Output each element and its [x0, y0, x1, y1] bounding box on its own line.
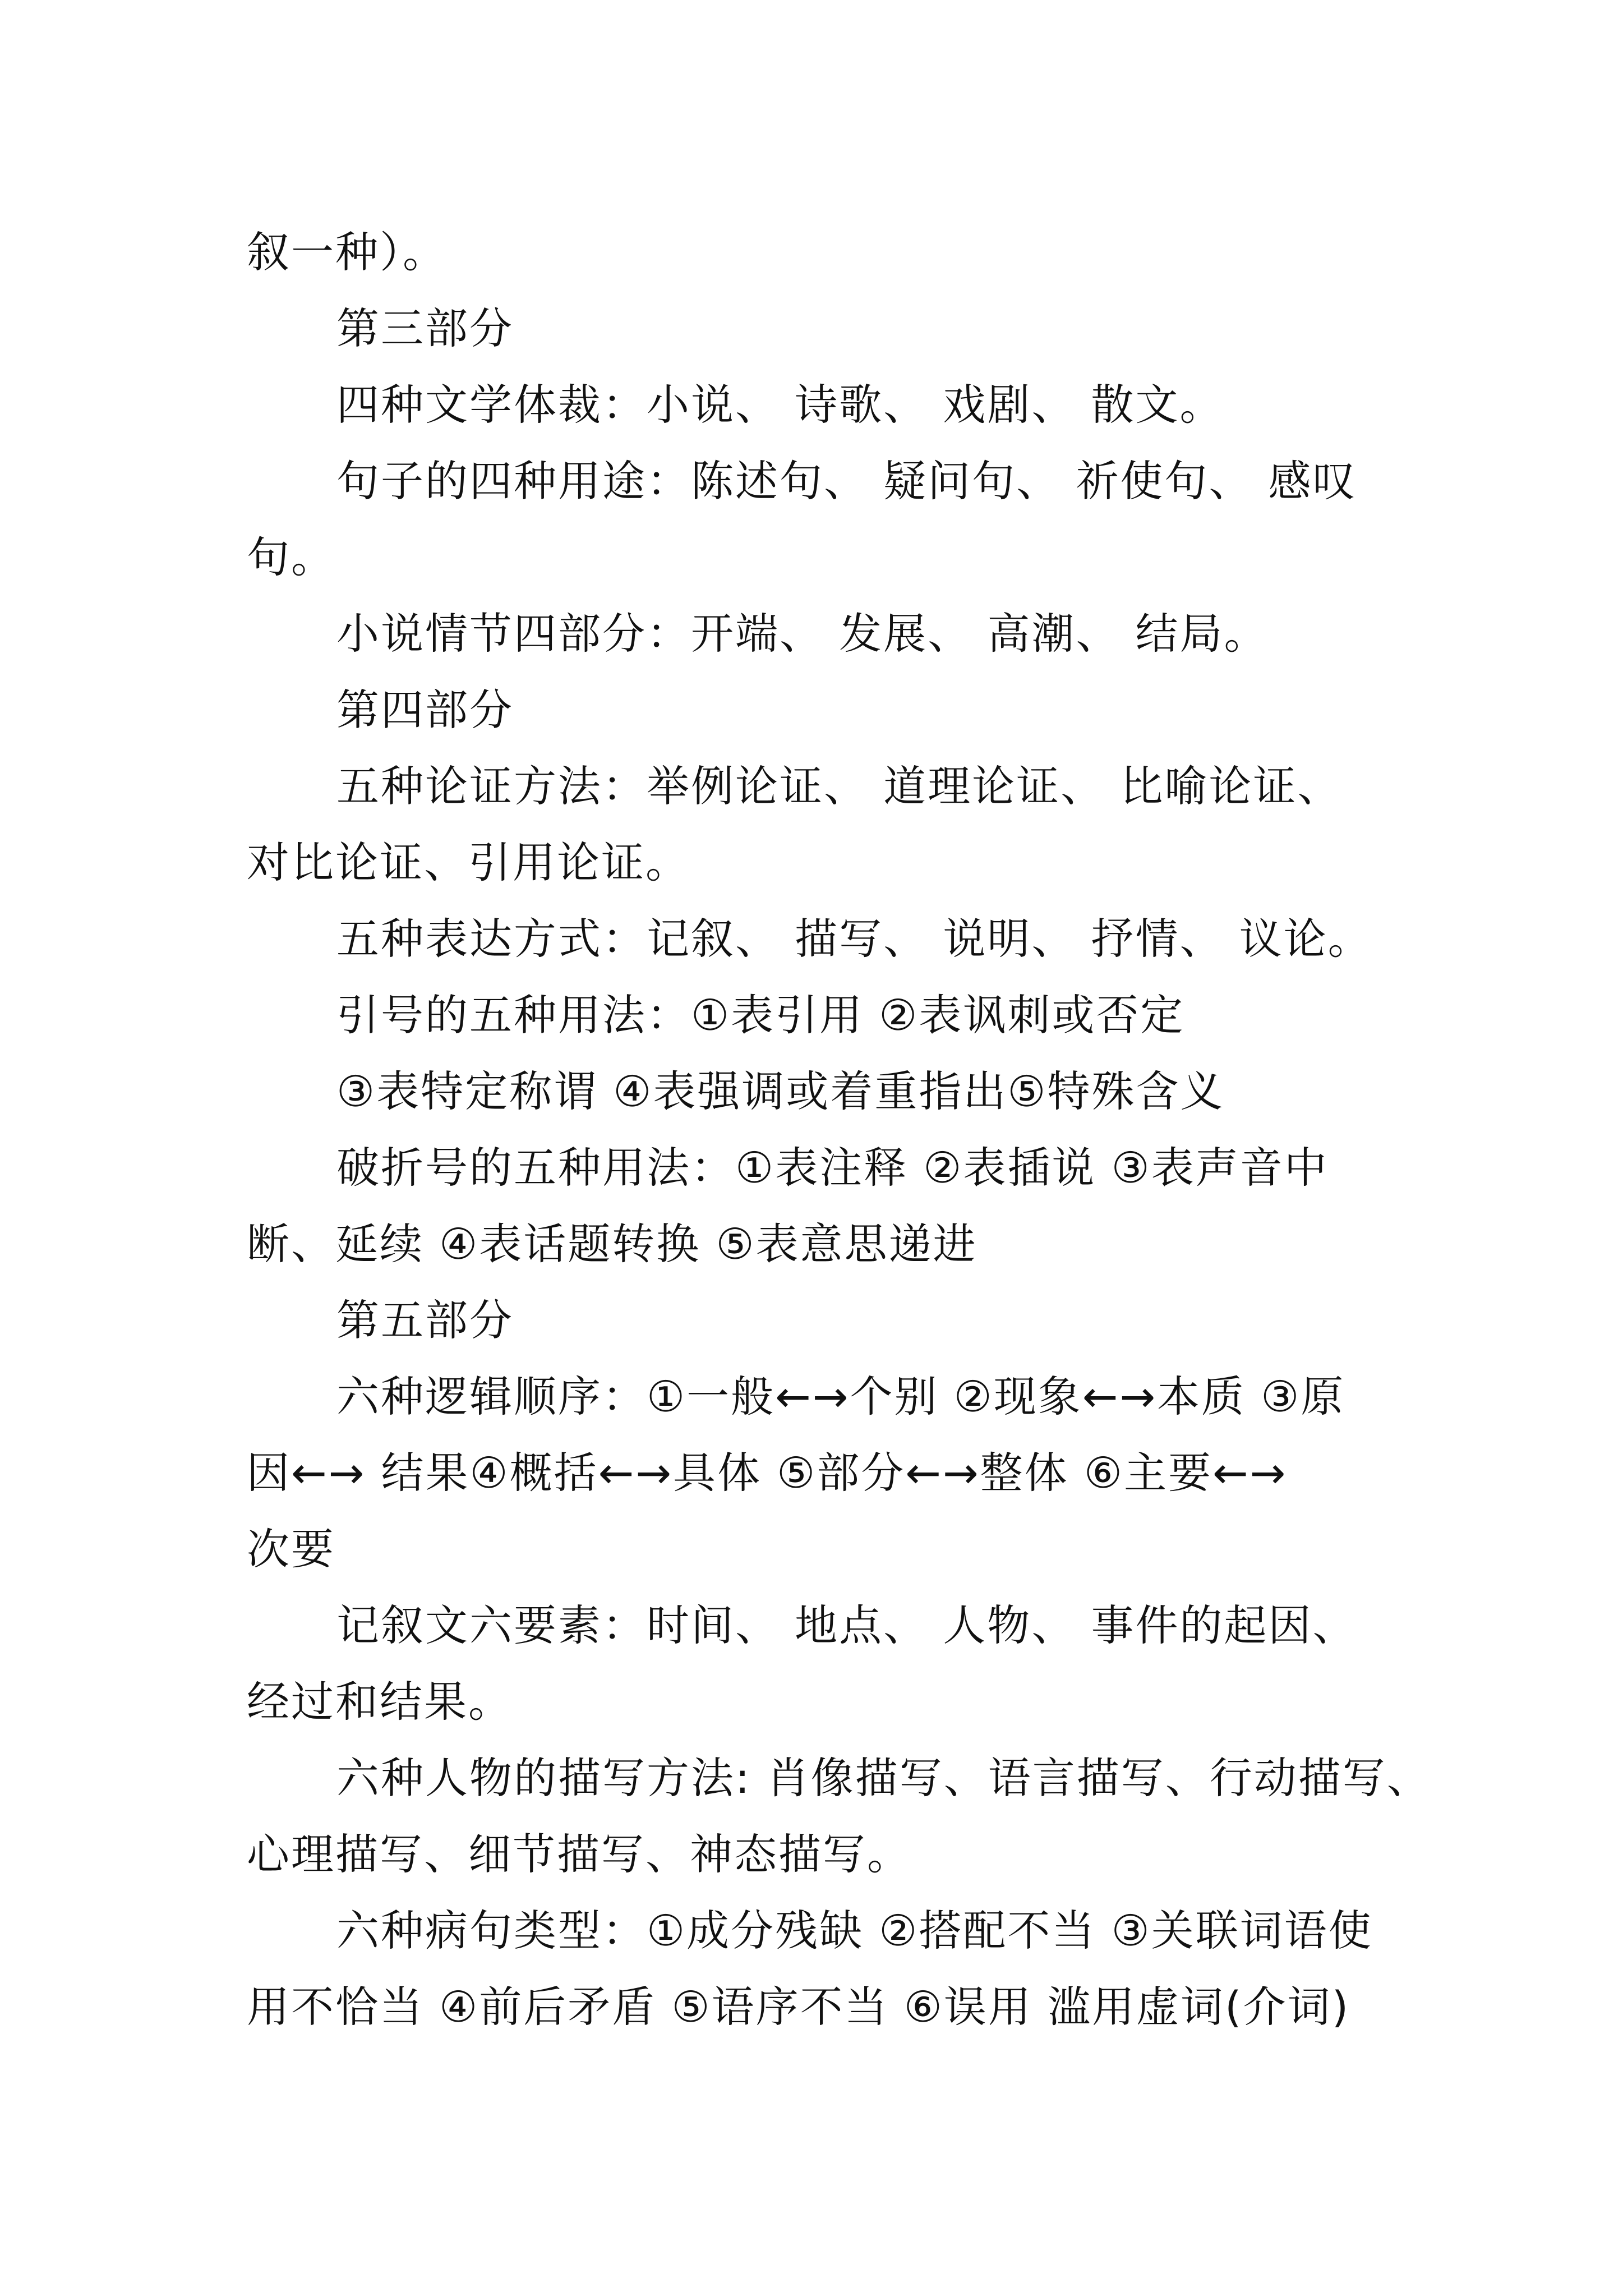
text-line: 对比论证、引用论证。 [247, 838, 690, 887]
text-line: 五种论证方法：举例论证、 道理论证、 比喻论证、 [336, 761, 1342, 811]
document-body [247, 214, 1431, 2045]
text-line: 六种逻辑顺序：①一般←→个别 ②现象←→本质 ③原 [336, 1372, 1345, 1421]
text-line: 断、延续 ④表话题转换 ⑤表意思递进 [247, 1219, 978, 1269]
text-line: 因←→ 结果④概括←→具体 ⑤部分←→整体 ⑥主要←→ [247, 1448, 1288, 1498]
text-line: 用不恰当 ④前后矛盾 ⑤语序不当 ⑥误用 滥用虚词(介词) [247, 1982, 1350, 2032]
text-line: 破折号的五种用法：①表注释 ②表插说 ③表声音中 [336, 1143, 1329, 1193]
text-line: 五种表达方式：记叙、 描写、 说明、 抒情、 议论。 [336, 914, 1372, 964]
section-heading-part-4: 第四部分 [336, 685, 514, 735]
section-heading-part-5: 第五部分 [336, 1295, 514, 1345]
text-line: 记叙文六要素：时间、 地点、 人物、 事件的起因、 [336, 1600, 1357, 1650]
text-line: 句。 [247, 532, 335, 582]
text-line: 句子的四种用途：陈述句、 疑问句、 祈使句、 感叹 [336, 456, 1357, 506]
text-line: 心理描写、细节描写、神态描写。 [247, 1829, 911, 1879]
section-heading-part-3: 第三部分 [336, 303, 514, 353]
text-line: 小说情节四部分：开端、 发展、 高潮、 结局。 [336, 609, 1269, 659]
text-line: 经过和结果。 [247, 1677, 513, 1727]
text-line: ③表特定称谓 ④表强调或着重指出⑤特殊含义 [336, 1066, 1225, 1116]
text-line: 引号的五种用法：①表引用 ②表讽刺或否定 [336, 990, 1185, 1040]
text-line: 六种人物的描写方法: 肖像描写、语言描写、行动描写、 [336, 1753, 1431, 1803]
text-line: 叙一种）。 [247, 227, 447, 277]
text-line: 六种病句类型：①成分残缺 ②搭配不当 ③关联词语使 [336, 1906, 1373, 1955]
text-line: 四种文学体裁：小说、 诗歌、 戏剧、 散文。 [336, 380, 1224, 430]
text-line: 次要 [247, 1524, 335, 1574]
